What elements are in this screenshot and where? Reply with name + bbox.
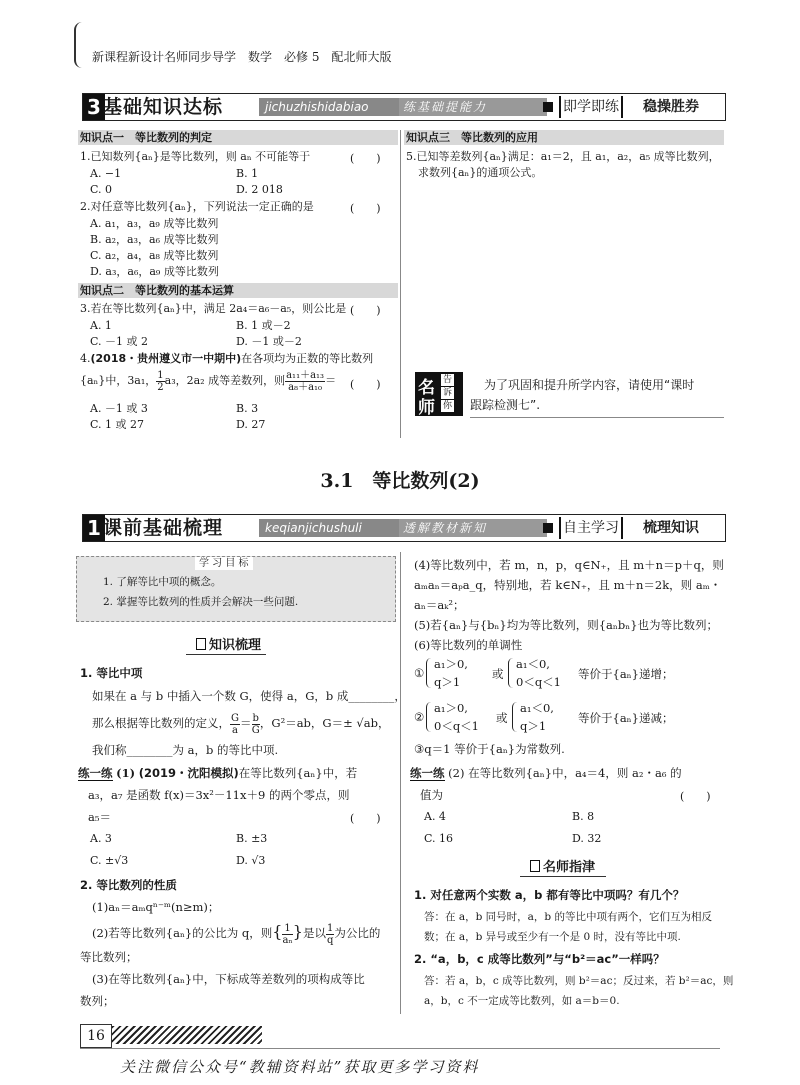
banner-slogan: 练基础提能力 bbox=[399, 98, 547, 116]
property-1: (1)aₙ＝aₘqⁿ⁻ᵐ(n≥m)； bbox=[92, 900, 220, 914]
topic-1-heading: 1. 等比中项 bbox=[80, 666, 143, 680]
banner-number: 3 bbox=[83, 94, 105, 120]
p2-f1-num: G bbox=[231, 712, 239, 724]
tip-2-answer-2: a，b，c 不一定成等比数列，如 a＝b＝0. bbox=[424, 995, 620, 1007]
footer-rule bbox=[80, 1048, 720, 1049]
p2-f2-num: b bbox=[252, 712, 259, 724]
pr2-num: 1 bbox=[284, 922, 291, 934]
topic-1-p3: 我们称________为 a，b 的等比中项. bbox=[92, 743, 279, 757]
header-bracket bbox=[74, 22, 82, 68]
q4-half-fraction bbox=[156, 370, 164, 393]
q4-text: 在各项均为正数的等比数列 bbox=[241, 352, 374, 365]
q4-ratio-fraction bbox=[285, 370, 325, 393]
p2-eq: ＝ bbox=[240, 716, 252, 730]
property-3-cont: 数列； bbox=[80, 994, 115, 1008]
banner2-slogan: 透解教材新知 bbox=[399, 519, 547, 537]
topic-2-heading: 2. 等比数列的性质 bbox=[80, 878, 177, 892]
banner2-square-icon bbox=[543, 523, 553, 533]
exercise-1 bbox=[78, 766, 357, 780]
mono1-cond1a: a₁＞0, bbox=[434, 657, 468, 671]
q3-option-c: C. －1 或 2 bbox=[90, 335, 149, 348]
banner-tag-2: 稳操胜券 bbox=[643, 99, 699, 115]
book-icon-2 bbox=[530, 860, 540, 872]
mono1-brace-2 bbox=[508, 658, 514, 688]
exercise-2-line2: 值为 bbox=[420, 788, 443, 802]
question-5-line2: 求数列{aₙ}的通项公式。 bbox=[418, 166, 543, 179]
column-divider-top bbox=[400, 130, 401, 438]
q4-ratio-den: a₈＋a₁₀ bbox=[288, 381, 323, 393]
mono1-index: ① bbox=[414, 666, 425, 680]
book-icon bbox=[196, 638, 206, 650]
q1-option-a: A. −1 bbox=[90, 167, 122, 180]
p2-f1-den: a bbox=[232, 724, 238, 736]
q4-option-c: C. 1 或 27 bbox=[90, 418, 145, 431]
q4-half-num: 1 bbox=[157, 369, 164, 381]
q3-option-a: A. 1 bbox=[90, 319, 112, 332]
property-2-cont: 等比数列； bbox=[80, 950, 138, 964]
q2-option-c: C. a₂，a₄，a₈ 成等比数列 bbox=[90, 249, 219, 262]
q4-source-tag: (2018・贵州遵义市一中期中) bbox=[90, 352, 242, 365]
goal-1: 1. 了解等比中项的概念。 bbox=[103, 576, 222, 588]
knowledge-heading-underline bbox=[186, 654, 266, 655]
ex1-option-c: C. ±√3 bbox=[90, 854, 129, 867]
banner-title: 基础知识达标 bbox=[103, 96, 224, 118]
exercise-1-blank: ( ) bbox=[350, 812, 381, 825]
teacher-note-line2: 跟踪检测七”. bbox=[470, 398, 541, 412]
badge-char-ni: 你 bbox=[443, 401, 453, 411]
mono1-result: 等价于{aₙ}递增； bbox=[578, 667, 674, 681]
badge-char-ming: 名 bbox=[418, 378, 435, 398]
goals-heading: 学 习 目 标 bbox=[195, 557, 253, 570]
property-4-line2: aₘaₙ＝aₚa_q，特别地，若 k∈N₊，且 m＋n＝2k，则 aₘ・ bbox=[414, 578, 722, 592]
banner2-tag-1: 自主学习 bbox=[559, 517, 623, 539]
q2-option-d: D. a₃，a₆，a₉ 成等比数列 bbox=[90, 265, 219, 278]
p2-frac-2 bbox=[252, 713, 260, 736]
tip-1-answer-2: 数；在 a，b 异号或至少有一个是 0 时，没有等比中项. bbox=[424, 931, 681, 943]
ex2-option-b: B. 8 bbox=[572, 810, 595, 823]
page-section-title: 3.1 等比数列(2) bbox=[320, 470, 480, 492]
q4-eq: ＝ bbox=[325, 374, 337, 387]
q3-option-d: D. －1 或－2 bbox=[236, 335, 302, 348]
question-2: 2.对任意等比数列{aₙ}，下列说法一定正确的是 bbox=[80, 200, 314, 213]
q1-option-c: C. 0 bbox=[90, 183, 113, 196]
q4-option-b: B. 3 bbox=[236, 402, 259, 415]
question-4-line2 bbox=[80, 369, 336, 393]
teacher-note-line1: 为了巩固和提升所学内容，请使用“课时 bbox=[484, 378, 695, 392]
exercise-1-num: (1) bbox=[116, 766, 136, 780]
q4-option-d: D. 27 bbox=[236, 418, 266, 431]
ex1-option-b: B. ±3 bbox=[236, 832, 268, 845]
mono2-brace-1 bbox=[426, 702, 432, 732]
exercise-1-source: (2019・沈阳模拟) bbox=[138, 766, 239, 780]
mono2-result: 等价于{aₙ}递减； bbox=[578, 711, 674, 725]
teacher-badge bbox=[415, 372, 463, 416]
q1-option-d: D. 2 018 bbox=[236, 183, 283, 196]
pr2-den: aₙ bbox=[282, 934, 293, 946]
mono1-cond2a: a₁＜0, bbox=[516, 657, 550, 671]
teacher-box-rule bbox=[470, 417, 724, 418]
mono2-brace-2 bbox=[512, 702, 518, 732]
property-4: (4)等比数列中，若 m，n，p，q∈N₊，且 m＋n＝p＋q，则 bbox=[414, 558, 724, 572]
q1-option-b: B. 1 bbox=[236, 167, 259, 180]
answer-blank-4: ( ) bbox=[350, 378, 381, 391]
pr2-frac bbox=[282, 923, 292, 946]
banner2-title: 课前基础梳理 bbox=[103, 517, 224, 539]
section-header-kp3: 知识点三 等比数列的应用 bbox=[404, 130, 724, 145]
pr2-text-c: 为公比的 bbox=[334, 926, 381, 940]
learning-goals-box bbox=[76, 556, 396, 622]
q2-option-b: B. a₂，a₃，a₆ 成等比数列 bbox=[90, 233, 219, 246]
monotonic-increase bbox=[414, 656, 724, 692]
exercise-1-tag: 练一练 bbox=[78, 766, 113, 780]
banner2-pinyin: keqianjichushuli bbox=[259, 519, 406, 537]
q2-option-a: A. a₁，a₃，a₉ 成等比数列 bbox=[90, 217, 219, 230]
topic-1-p1: 如果在 a 与 b 中插入一个数 G，使得 a，G，b 成________， bbox=[92, 689, 406, 703]
section-header-kp2: 知识点二 等比数列的基本运算 bbox=[78, 283, 398, 298]
mono2-cond2a: a₁＜0, bbox=[520, 701, 554, 715]
answer-blank-2: ( ) bbox=[350, 202, 381, 215]
mono2-or: 或 bbox=[496, 711, 508, 725]
tip-2-question: 2. “a，b，c 成等比数列”与“b²＝ac”一样吗？ bbox=[414, 952, 665, 966]
exercise-1-line3: a₅＝ bbox=[88, 810, 111, 824]
property-5: (5)若{aₙ}与{bₙ}均为等比数列，则{aₙbₙ}也为等比数列； bbox=[414, 618, 719, 632]
monotonic-constant: ③q＝1 等价于{aₙ}为常数列. bbox=[414, 742, 565, 756]
q4-text-a: {aₙ}中，3a₁， bbox=[80, 374, 157, 387]
page-number-box: 16 bbox=[80, 1024, 112, 1048]
badge-char-shi: 师 bbox=[418, 398, 435, 418]
question-5: 5.已知等差数列{aₙ}满足：a₁＝2，且 a₁，a₂，a₅ 成等比数列， bbox=[406, 150, 720, 163]
ex1-option-a: A. 3 bbox=[90, 832, 112, 845]
banner-tag-1: 即学即练 bbox=[559, 96, 623, 118]
tip-1-answer: 答：在 a，b 同号时，a，b 的等比中项有两个，它们互为相反 bbox=[424, 911, 712, 923]
tips-heading-text: 名师指津 bbox=[543, 860, 596, 875]
mono1-cond2b: 0＜q＜1 bbox=[516, 675, 561, 689]
answer-blank-3: ( ) bbox=[350, 304, 381, 317]
monotonic-decrease bbox=[414, 700, 724, 736]
p2-f2-den: G bbox=[251, 724, 260, 736]
exercise-2-text: (2) 在等比数列{aₙ}中，a₄＝4，则 a₂・a₆ 的 bbox=[448, 766, 682, 780]
p2-text-a: 那么根据等比数列的定义， bbox=[92, 716, 230, 730]
banner-pinyin: jichuzhishidabiao bbox=[259, 98, 406, 116]
pr2-text-a: (2)若等比数列{aₙ}的公比为 q，则 bbox=[92, 926, 273, 940]
ex2-option-c: C. 16 bbox=[424, 832, 454, 845]
question-4 bbox=[80, 352, 373, 366]
q4-option-a: A. －1 或 3 bbox=[90, 402, 148, 415]
topic-1-p2 bbox=[92, 710, 389, 736]
p2-text-b: ，G²＝ab，G＝± √ab， bbox=[259, 716, 390, 730]
exercise-2-tag: 练一练 bbox=[410, 766, 445, 780]
pr2-text-b: 是以 bbox=[302, 926, 326, 940]
mono2-index: ② bbox=[414, 710, 425, 724]
knowledge-review-heading bbox=[196, 634, 261, 653]
mono2-cond1a: a₁＞0, bbox=[434, 701, 468, 715]
section-header-kp1: 知识点一 等比数列的判定 bbox=[78, 130, 398, 145]
section-banner-preview bbox=[82, 514, 726, 542]
footer-note: 关注微信公众号“教辅资料站”获取更多学习资料 bbox=[120, 1058, 480, 1076]
q4-ratio-num: a₁₁＋a₁₃ bbox=[286, 369, 325, 381]
badge-char-su: 诉 bbox=[443, 388, 453, 398]
q4-number: 4. bbox=[80, 352, 91, 365]
question-3: 3.若在等比数列{aₙ}中，满足 2a₄＝a₆－a₅，则公比是 bbox=[80, 302, 347, 315]
mono1-cond1b: q＞1 bbox=[434, 675, 461, 689]
exercise-1-line2: a₃，a₇ 是函数 f(x)＝3x²－11x＋9 的两个零点，则 bbox=[88, 788, 350, 802]
property-4-line3: aₙ＝aₖ²； bbox=[414, 598, 465, 612]
exercise-2 bbox=[410, 766, 682, 780]
book-header: 新课程新设计名师同步导学 数学 必修 5 配北师大版 bbox=[92, 50, 392, 64]
badge-char-gao: 告 bbox=[443, 375, 453, 385]
ex2-option-d: D. 32 bbox=[572, 832, 602, 845]
ex1-option-d: D. √3 bbox=[236, 854, 266, 867]
knowledge-review-text: 知识梳理 bbox=[209, 638, 262, 653]
tips-heading-underline bbox=[520, 876, 606, 877]
q4-half-den: 2 bbox=[157, 381, 164, 393]
tips-heading bbox=[530, 856, 595, 875]
mono2-cond1b: 0＜q＜1 bbox=[434, 719, 479, 733]
ex2-option-a: A. 4 bbox=[424, 810, 446, 823]
footer-hatch bbox=[112, 1026, 262, 1044]
pr2-q-den: q bbox=[326, 934, 334, 946]
exercise-1-text: 在等比数列{aₙ}中，若 bbox=[238, 766, 358, 780]
mono1-brace-1 bbox=[426, 658, 432, 688]
q3-option-b: B. 1 或－2 bbox=[236, 319, 291, 332]
property-2: (2)若等比数列{aₙ}的公比为 q，则{ $\frac{1}{\text{aₙ}}$ }是以 $\frac{1}{q}$ 为公比的 bbox=[92, 922, 381, 946]
section-banner-basics bbox=[82, 93, 726, 121]
banner-square-icon bbox=[543, 102, 553, 112]
answer-blank-1: ( ) bbox=[350, 152, 381, 165]
banner2-number: 1 bbox=[83, 515, 105, 541]
goal-2: 2. 掌握等比数列的性质并会解决一些问题. bbox=[103, 596, 299, 608]
q4-text-b: a₃，2a₂ 成等差数列，则 bbox=[164, 374, 286, 387]
tip-1-question: 1. 对任意两个实数 a，b 都有等比中项吗？有几个？ bbox=[414, 888, 685, 902]
banner2-tag-2: 梳理知识 bbox=[643, 520, 699, 536]
question-1: 1.已知数列{aₙ}是等比数列，则 aₙ 不可能等于 bbox=[80, 150, 311, 163]
mono1-or: 或 bbox=[492, 667, 504, 681]
p2-frac-1 bbox=[230, 713, 240, 736]
property-3: (3)在等比数列{aₙ}中，下标成等差数列的项构成等比 bbox=[92, 972, 365, 986]
mono2-cond2b: q＞1 bbox=[520, 719, 547, 733]
pr2-q-num: 1 bbox=[326, 922, 334, 934]
column-divider-bottom bbox=[400, 552, 401, 1014]
exercise-2-blank: ( ) bbox=[680, 790, 711, 803]
tip-2-answer: 答：若 a，b，c 成等比数列，则 b²＝ac；反过来，若 b²＝ac，则 bbox=[424, 975, 734, 987]
property-6: (6)等比数列的单调性 bbox=[414, 638, 523, 652]
